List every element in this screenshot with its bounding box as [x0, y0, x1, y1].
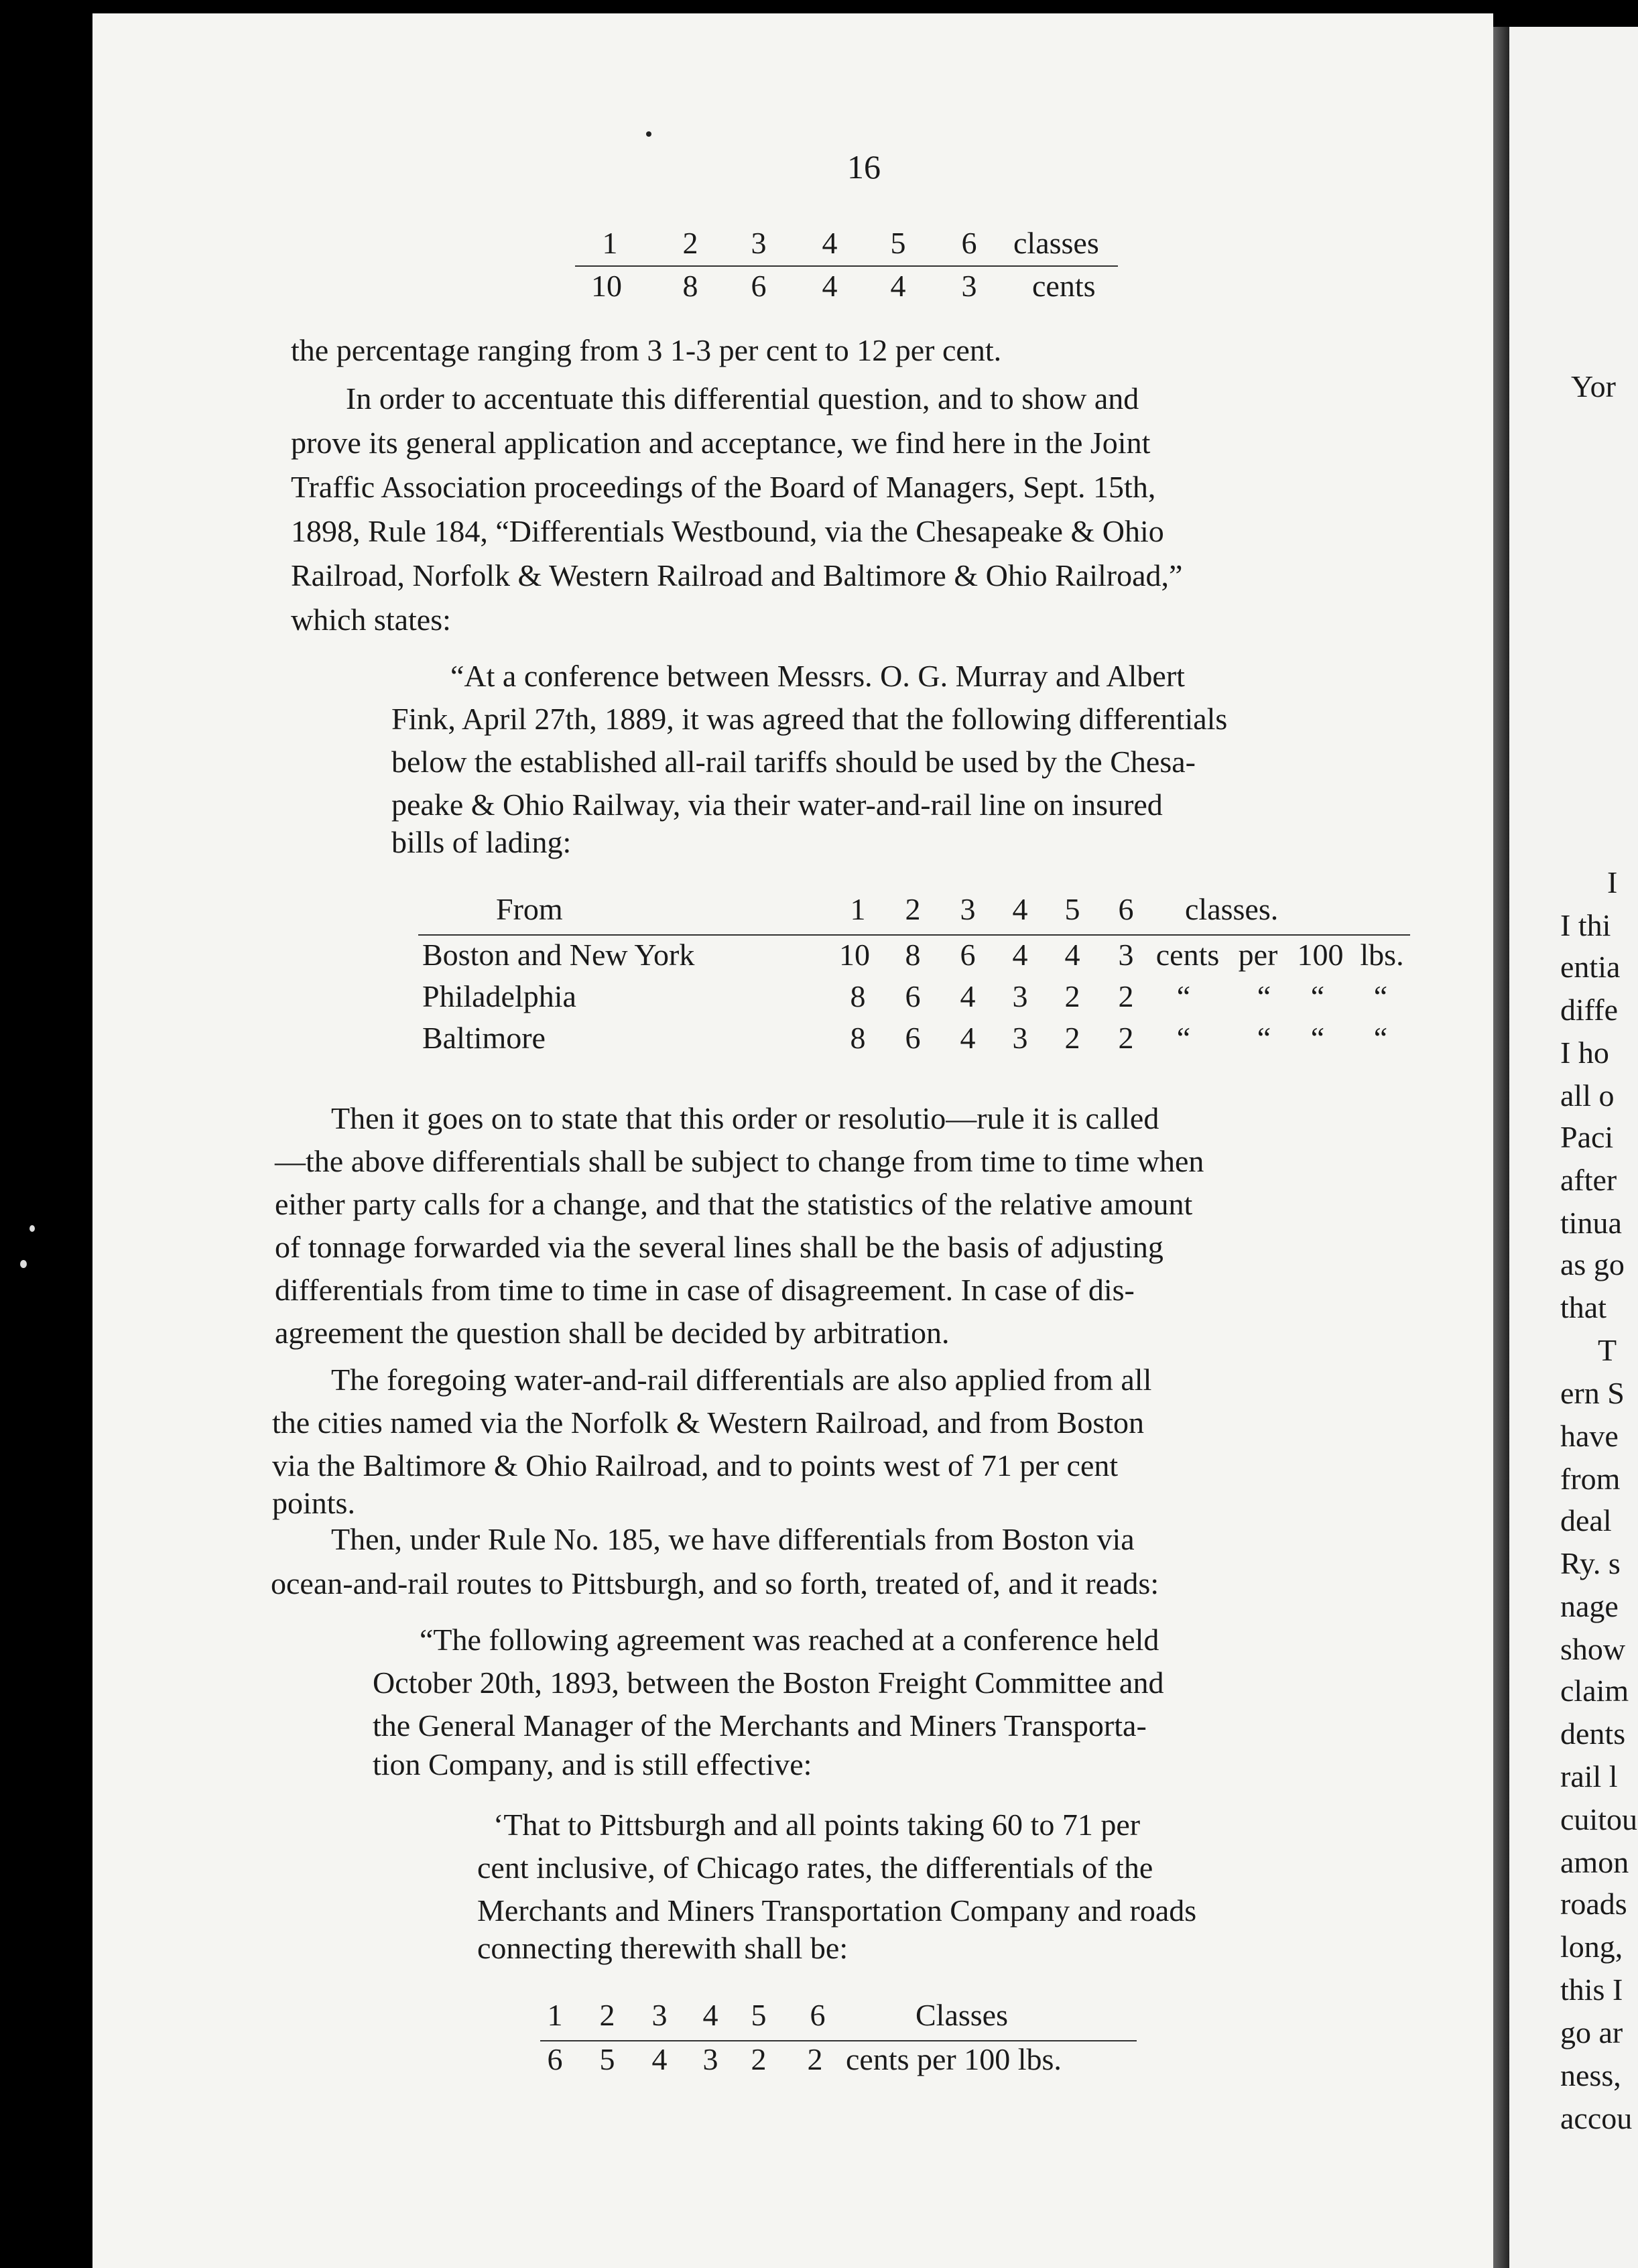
- text-line: —the above differentials shall be subject to change from time to time when: [275, 1144, 1204, 1178]
- text-line: differentials from time to time in case of disagreement. In case of dis-: [275, 1273, 1135, 1307]
- cents-cell: 4: [822, 269, 838, 303]
- cents-cell: 3: [961, 269, 977, 303]
- facing-page-fragment: I: [1607, 865, 1618, 899]
- class-cell: 2: [682, 226, 698, 260]
- text-line: In order to accentuate this differential question, and to show and: [346, 381, 1139, 416]
- class-cell: 1: [602, 226, 618, 260]
- text-line: 1898, Rule 184, “Differentials Westbound, via the Chesapeake & Ohio: [291, 514, 1164, 548]
- class-cell: 5: [751, 1998, 767, 2032]
- city-cell: Philadelphia: [422, 979, 576, 1013]
- cents-cell: 3: [702, 2042, 718, 2076]
- facing-page-fragment: long,: [1560, 1930, 1623, 1964]
- value-cell: 8: [850, 1021, 866, 1055]
- facing-page-fragment: diffe: [1560, 993, 1619, 1027]
- text-line: October 20th, 1893, between the Boston Freight Committee and: [373, 1665, 1164, 1700]
- facing-page-fragment: ern S: [1560, 1376, 1625, 1410]
- ditto-mark: “: [1257, 979, 1271, 1013]
- facing-page-fragment: tinua: [1560, 1206, 1622, 1240]
- unit-cell: cents: [1155, 938, 1220, 972]
- value-cell: 8: [850, 979, 866, 1013]
- class-cell: 2: [599, 1998, 615, 2032]
- value-cell: 4: [1064, 938, 1080, 972]
- facing-page-fragment: deal: [1560, 1503, 1612, 1537]
- ditto-mark: “: [1257, 1021, 1271, 1055]
- facing-page-fragment: amon: [1560, 1845, 1629, 1879]
- class-cell: 1: [850, 892, 866, 926]
- value-cell: 8: [905, 938, 921, 972]
- page-number: 16: [847, 148, 881, 186]
- facing-page-fragment: I ho: [1560, 1035, 1609, 1070]
- ditto-mark: “: [1310, 1021, 1325, 1055]
- value-cell: 4: [960, 1021, 976, 1055]
- speck: [20, 1260, 27, 1268]
- class-cell: 4: [1012, 892, 1028, 926]
- page-gutter: [1493, 27, 1509, 2268]
- cents-cell: 6: [751, 269, 767, 303]
- classes-label: classes: [1013, 226, 1099, 260]
- facing-page-fragment: Ry. s: [1560, 1546, 1621, 1580]
- text-line: either party calls for a change, and that the statistics of the relative amount: [275, 1187, 1193, 1221]
- cents-cell: 10: [591, 269, 622, 303]
- text-line: Fink, April 27th, 1889, it was agreed that the following differentials: [391, 702, 1228, 736]
- value-cell: 6: [960, 938, 976, 972]
- text-line: Then, under Rule No. 185, we have differentials from Boston via: [331, 1522, 1135, 1556]
- value-cell: 4: [1012, 938, 1028, 972]
- from-label: From: [496, 892, 563, 926]
- class-cell: 4: [702, 1998, 718, 2032]
- value-cell: 2: [1118, 1021, 1134, 1055]
- value-cell: 3: [1118, 938, 1134, 972]
- ditto-mark: “: [1373, 1021, 1388, 1055]
- facing-page-fragment: from: [1560, 1462, 1621, 1496]
- ditto-mark: “: [1176, 1021, 1191, 1055]
- facing-page-fragment: I thi: [1560, 908, 1611, 942]
- text-line: “The following agreement was reached at a conference held: [420, 1623, 1159, 1657]
- text-line: ‘That to Pittsburgh and all points taking 60 to 71 per: [493, 1808, 1141, 1842]
- facing-page-fragment: dents: [1560, 1716, 1626, 1751]
- text-line: Merchants and Miners Transportation Company and roads: [477, 1893, 1197, 1928]
- text-line: cent inclusive, of Chicago rates, the differentials of the: [477, 1850, 1153, 1885]
- class-cell: 6: [961, 226, 977, 260]
- facing-page-fragment: entia: [1560, 950, 1621, 984]
- value-cell: 3: [1012, 1021, 1028, 1055]
- value-cell: 4: [960, 979, 976, 1013]
- facing-page-fragment: Yor: [1571, 369, 1616, 403]
- classes-label: classes.: [1185, 892, 1279, 926]
- class-cell: 4: [822, 226, 838, 260]
- cents-cell: 4: [890, 269, 906, 303]
- class-cell: 5: [1064, 892, 1080, 926]
- text-line: Then it goes on to state that this order or resolutio—rule it is called: [331, 1101, 1159, 1135]
- text-line: peake & Ohio Railway, via their water-and-rail line on insured: [391, 788, 1163, 822]
- text-line: bills of lading:: [391, 825, 572, 859]
- value-cell: 3: [1012, 979, 1028, 1013]
- speck: [29, 1225, 35, 1232]
- text-line: agreement the question shall be decided by arbitration.: [275, 1316, 950, 1350]
- facing-page-fragment: go ar: [1560, 2015, 1623, 2050]
- cents-cell: 2: [751, 2042, 767, 2076]
- speck: [646, 131, 651, 137]
- cents-cell: 5: [599, 2042, 615, 2076]
- cents-cell: 2: [807, 2042, 823, 2076]
- class-cell: 1: [547, 1998, 563, 2032]
- value-cell: 6: [905, 1021, 921, 1055]
- text-line: Railroad, Norfolk & Western Railroad and Baltimore & Ohio Railroad,”: [291, 558, 1183, 592]
- cents-cell: 4: [651, 2042, 668, 2076]
- facing-page-fragment: roads: [1560, 1887, 1627, 1921]
- facing-page-fragment: show: [1560, 1632, 1626, 1666]
- facing-page-fragment: ness,: [1560, 2058, 1621, 2092]
- cents-label: cents: [1032, 269, 1096, 303]
- facing-page-fragment: accou: [1560, 2101, 1633, 2135]
- facing-page-fragment: all o: [1560, 1078, 1615, 1113]
- facing-page-fragment: have: [1560, 1419, 1619, 1453]
- ditto-mark: “: [1310, 979, 1325, 1013]
- class-cell: 3: [651, 1998, 668, 2032]
- text-line: The foregoing water-and-rail differentials are also applied from all: [331, 1363, 1152, 1397]
- cents-cell: 6: [547, 2042, 563, 2076]
- text-line: ocean-and-rail routes to Pittsburgh, and so forth, treated of, and it reads:: [271, 1566, 1159, 1600]
- text-line: below the established all-rail tariffs should be used by the Chesa-: [391, 745, 1196, 779]
- text-line: via the Baltimore & Ohio Railroad, and to points west of 71 per cent: [272, 1448, 1119, 1483]
- ditto-mark: “: [1373, 979, 1388, 1013]
- unit-cell: lbs.: [1360, 938, 1404, 972]
- value-cell: 2: [1118, 979, 1134, 1013]
- class-cell: 6: [810, 1998, 826, 2032]
- table-rule: [418, 934, 1410, 936]
- facing-page-fragment: as go: [1560, 1247, 1625, 1281]
- text-line: which states:: [291, 603, 451, 637]
- facing-page: [1509, 27, 1638, 2268]
- city-cell: Boston and New York: [422, 938, 695, 972]
- class-cell: 5: [890, 226, 906, 260]
- facing-page-fragment: this I: [1560, 1972, 1623, 2007]
- text-line: prove its general application and acceptance, we find here in the Joint: [291, 426, 1151, 460]
- table-rule: [575, 265, 1118, 267]
- classes-label: Classes: [916, 1998, 1008, 2032]
- text-line: “At a conference between Messrs. O. G. Murray and Albert: [450, 659, 1185, 693]
- text-line: of tonnage forwarded via the several lines shall be the basis of adjusting: [275, 1230, 1163, 1264]
- value-cell: 2: [1064, 1021, 1080, 1055]
- value-cell: 2: [1064, 979, 1080, 1013]
- text-line: connecting therewith shall be:: [477, 1931, 848, 1965]
- facing-page-fragment: nage: [1560, 1589, 1619, 1623]
- class-cell: 2: [905, 892, 921, 926]
- cents-label: cents per 100 lbs.: [846, 2042, 1062, 2076]
- facing-page-fragment: that: [1560, 1290, 1606, 1324]
- class-cell: 3: [960, 892, 976, 926]
- unit-cell: per: [1238, 938, 1278, 972]
- facing-page-fragment: after: [1560, 1163, 1617, 1197]
- facing-page-fragment: T: [1598, 1333, 1617, 1367]
- cents-cell: 8: [682, 269, 698, 303]
- facing-page-fragment: cuitou: [1560, 1802, 1637, 1836]
- class-cell: 6: [1118, 892, 1134, 926]
- facing-page-fragment: Paci: [1560, 1120, 1614, 1154]
- text-line: points.: [272, 1486, 355, 1520]
- city-cell: Baltimore: [422, 1021, 546, 1055]
- facing-page-fragment: rail l: [1560, 1759, 1618, 1793]
- value-cell: 10: [839, 938, 870, 972]
- text-line: tion Company, and is still effective:: [373, 1747, 812, 1781]
- class-cell: 3: [751, 226, 767, 260]
- text-line: the cities named via the Norfolk & Western Railroad, and from Boston: [272, 1405, 1145, 1440]
- value-cell: 6: [905, 979, 921, 1013]
- ditto-mark: “: [1176, 979, 1191, 1013]
- unit-cell: 100: [1297, 938, 1344, 972]
- facing-page-fragment: claim: [1560, 1674, 1629, 1708]
- text-line: the General Manager of the Merchants and Miners Transporta-: [373, 1708, 1147, 1743]
- paragraph-percentage: the percentage ranging from 3 1-3 per cent to 12 per cent.: [291, 333, 1002, 367]
- text-line: Traffic Association proceedings of the Board of Managers, Sept. 15th,: [291, 470, 1156, 504]
